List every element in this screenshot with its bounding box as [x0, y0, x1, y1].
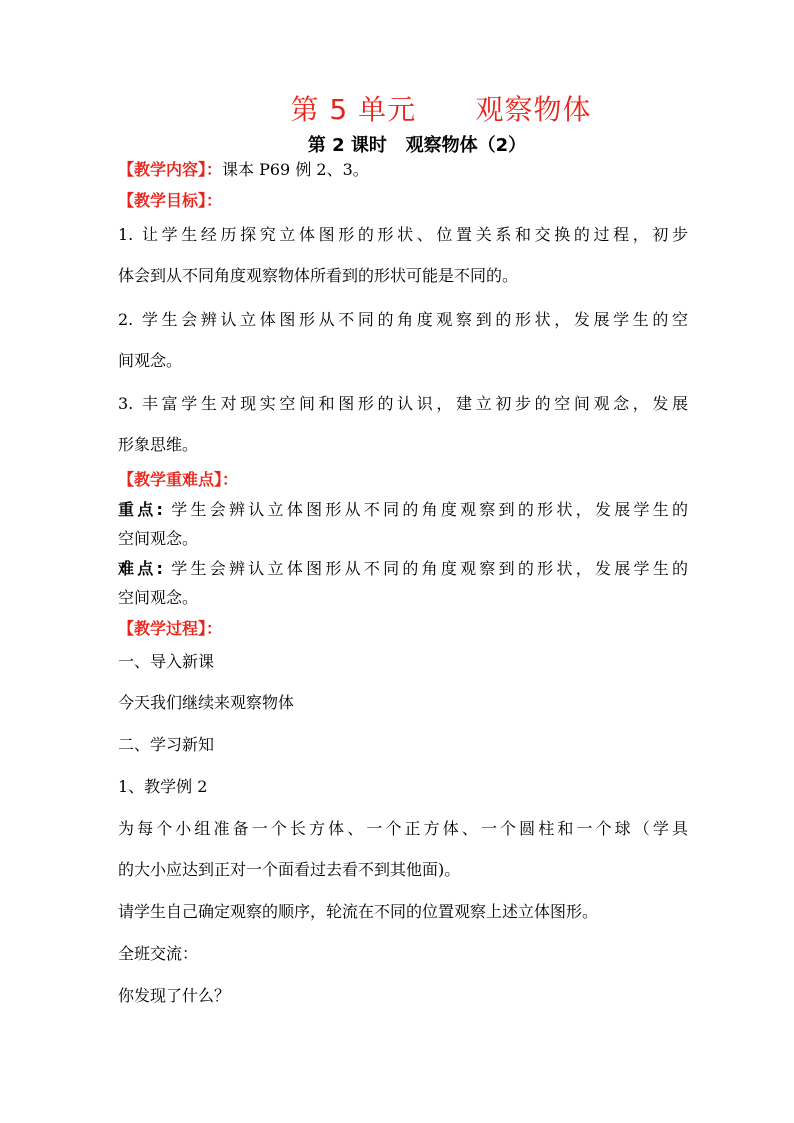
key-points-label: 【教学重难点】：	[118, 470, 239, 489]
process-line: 全班交流：	[118, 944, 199, 963]
focus-text: 学生会辨认立体图形从不同的角度观察到的形状，发展学生的	[162, 500, 688, 519]
content-line	[118, 160, 688, 180]
unit-title: 第 5 单元 观察物体	[290, 93, 592, 126]
objective-1-line-2: 体会到从不同角度观察物体所看到的形状可能是不同的。	[118, 266, 519, 285]
process-line: 为每个小组准备一个长方体、一个正方体、一个圆柱和一个球（学具	[118, 819, 688, 838]
content-label: 【教学内容】：	[118, 160, 223, 179]
content-text: 课本 P69 例 2、3。	[222, 160, 369, 179]
process-line: 的大小应达到正对一个面看过去看不到其他面)。	[118, 860, 461, 879]
process-label: 【教学过程】：	[118, 619, 223, 638]
process-line: 1、教学例 2	[118, 777, 208, 796]
difficulty-line-2: 空间观念。	[118, 588, 199, 607]
difficulty-line-1	[118, 559, 688, 579]
process-line: 你发现了什么？	[118, 986, 231, 1005]
objective-2-line-2: 间观念。	[118, 351, 183, 370]
process-line: 今天我们继续来观察物体	[118, 693, 295, 712]
lesson-subtitle: 第 2 课时 观察物体（2）	[307, 135, 527, 156]
difficulty-text: 学生会辨认立体图形从不同的角度观察到的形状，发展学生的	[162, 559, 688, 578]
objective-3-line-2: 形象思维。	[118, 435, 199, 454]
objective-1-line-1: 1. 让学生经历探究立体图形的形状、位置关系和交换的过程，初步	[118, 225, 688, 244]
process-line: 二、学习新知	[118, 735, 215, 754]
objective-3-line-1: 3. 丰富学生对现实空间和图形的认识，建立初步的空间观念，发展	[118, 394, 688, 413]
objectives-label: 【教学目标】：	[118, 191, 223, 210]
process-line: 一、导入新课	[118, 652, 215, 671]
focus-line-2: 空间观念。	[118, 529, 199, 548]
objective-2-line-1: 2. 学生会辨认立体图形从不同的角度观察到的形状，发展学生的空	[118, 310, 688, 329]
difficulty-label: 难点:	[118, 559, 163, 578]
process-line: 请学生自己确定观察的顺序，轮流在不同的位置观察上述立体图形。	[118, 902, 599, 921]
focus-label: 重点:	[118, 500, 163, 519]
focus-line-1	[118, 500, 688, 520]
